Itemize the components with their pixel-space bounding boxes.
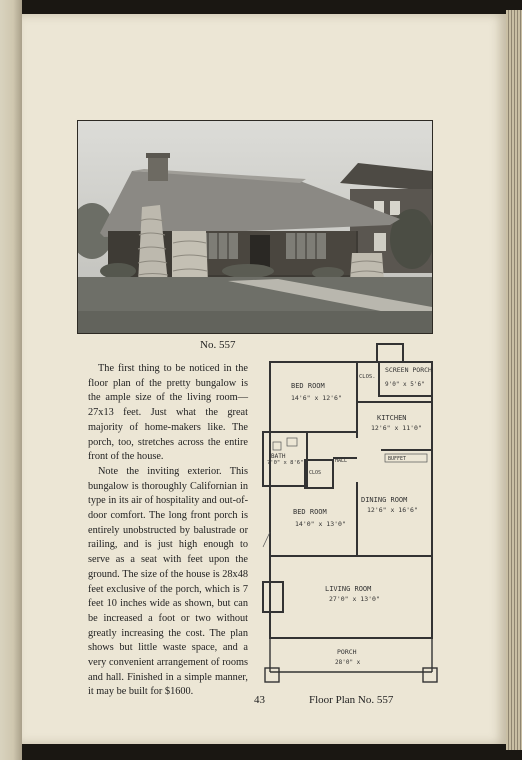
house-photo — [77, 120, 433, 334]
bed-room-2-size: 14'0" x 13'0" — [295, 520, 346, 528]
book-spine — [0, 0, 22, 760]
screen-porch-size: 9'0" x 5'6" — [385, 381, 425, 388]
bed-room-1-size: 14'6" x 12'6" — [291, 394, 342, 402]
floor-plan-title: Floor Plan No. 557 — [309, 694, 394, 706]
bungalow-illustration — [78, 121, 432, 333]
porch-label: PORCH — [337, 648, 357, 656]
screen-porch-label: SCREEN PORCH — [385, 366, 432, 374]
dining-room-size: 12'6" x 16'6" — [367, 506, 418, 514]
bed-room-2-label: BED ROOM — [293, 508, 327, 516]
buffet-label: BUFFET — [388, 456, 407, 462]
kitchen-size: 12'6" x 11'0" — [371, 424, 422, 432]
porch-size: 28'0" x — [335, 659, 361, 666]
page-number: 43 — [254, 694, 265, 706]
floor-plan — [261, 342, 439, 689]
paragraph-1: The first thing to be noticed in the floor plan of the pretty bungalow is the ample size of the living room—27x13 feet. Just what the great majority of home-makers like. The porch, too, stretches across the entire front of the house. — [88, 363, 248, 463]
living-room-label: LIVING ROOM — [325, 585, 372, 593]
bath-label: BATH — [271, 453, 286, 460]
kitchen-label: KITCHEN — [377, 414, 407, 422]
living-room-size: 27'0" x 13'0" — [329, 595, 380, 603]
dining-room-label: DINING ROOM — [361, 496, 408, 504]
bed-room-1-label: BED ROOM — [291, 382, 325, 390]
closet-2-label: CLOS — [309, 470, 322, 476]
description-text — [88, 362, 248, 700]
paragraph-2: Note the inviting exterior. This bungalow is thoroughly Californian in type in its air of hospitality and out-of-door comfort. The long front porch is entirely unobstructed by balustrade or railing, and is just high enough to serve as a seat with feet upon the ground. The size of the house is 28x48 feet exclusive of the porch, which is 7 feet 10 inches wide as shown, but can be increased a foot or two without greatly increasing the cost. The plan shows but little waste space, and a very convenient arrangement of rooms and hall. Finished in a simple manner, it may be built for $1600. — [88, 465, 248, 698]
hall-label: HALL — [335, 458, 348, 464]
closet-label: CLOS. — [359, 374, 376, 380]
photo-caption: No. 557 — [200, 339, 236, 351]
bath-size: 7'0" x 8'6" — [267, 460, 304, 466]
page-edges — [506, 10, 522, 750]
